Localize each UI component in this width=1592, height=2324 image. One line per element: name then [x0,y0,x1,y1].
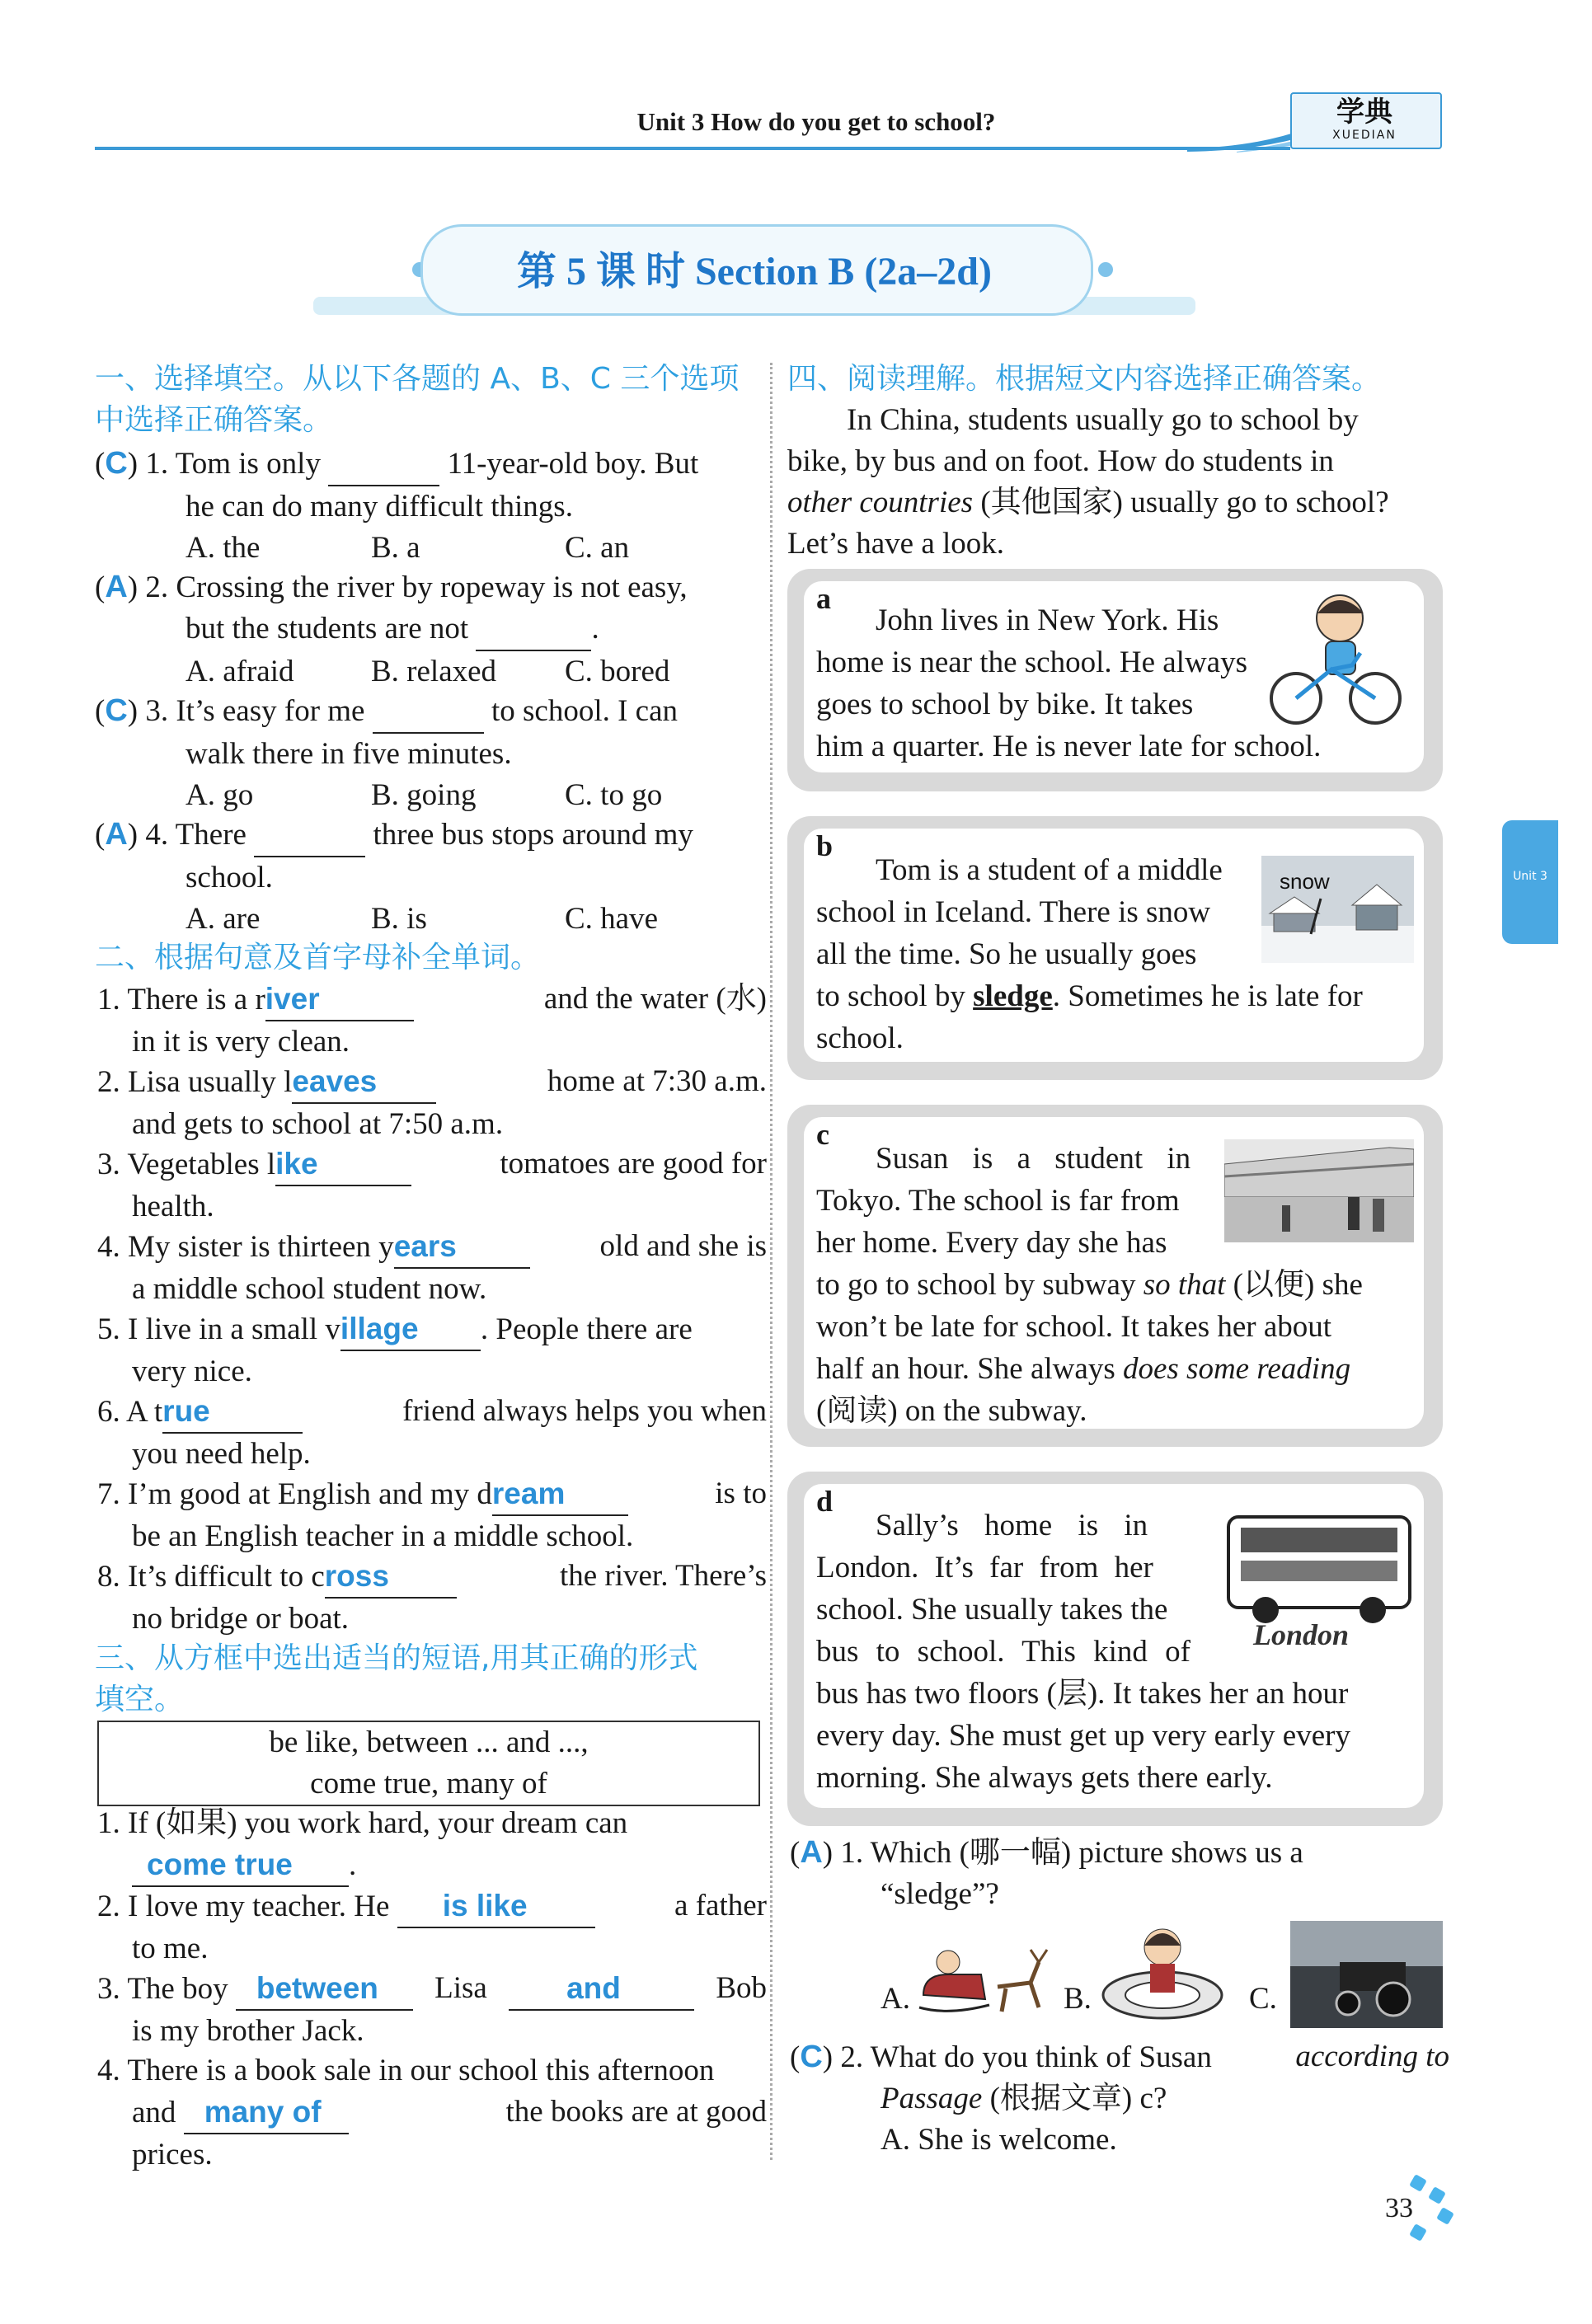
s4-q2-answer: C [800,2040,823,2074]
section1-heading: 一、选择填空。从以下各题的 A、B、C 三个选项 中选择正确答案。 [95,362,740,437]
boy-on-bike-illustration [1261,587,1406,731]
passage-d-label: d [816,1485,834,1518]
passage-a-text: John lives in New York. His home is near the school. He always goes to school by bike. It takes him a quarter. He is never late for school. [816,603,1322,763]
option-a-label: A. [881,1982,910,2016]
tractor-illustration [1290,1921,1443,2028]
s3-question-4: 4. There is a book sale in our school this afternoon and many of the books are at good prices. [97,2054,767,2171]
s2-item-7: 7. I’m good at English and my dream is to be an English teacher in a middle school. [97,1473,767,1557]
subway-train-illustration [1224,1139,1414,1242]
passage-c-label: c [816,1118,829,1151]
option-b-label: B. [1064,1982,1092,2016]
page-number-decoration [1436,2207,1454,2225]
page-number-decoration [1409,2174,1427,2192]
s1-q2-answer: A [105,570,128,604]
s1-q1-answer: C [105,446,128,481]
s2-item-4: 4. My sister is thirteen years old and she is a middle school student now. [97,1226,767,1310]
reading-intro: In China, students usually go to school by bike, by bus and on foot. How do students in other countries (其他国家) usually go to school? Let’s have a look. [787,403,1389,561]
s1-question-4: (A) 4. There three bus stops around my school. A. are B. is C. have [95,814,767,940]
phrase-box: be like, between ... and ..., come true, many of [97,1721,760,1806]
passage-b-label: b [816,829,834,862]
blank [373,691,484,734]
s2-item-1: 1. There is a river and the water (水) in it is very clean. [97,979,767,1063]
brand-logo-cn: 学典 [1336,96,1392,129]
girl-in-tube-illustration [1097,1921,1228,2024]
s1-q4-answer: A [105,817,128,852]
s1-question-3: (C) 3. It’s easy for me to school. I can walk there in five minutes. A. go B. going C. to go [95,690,767,816]
passage-b-text: Tom is a student of a middle school in Iceland. There is snow all the time. So he usually goes to school by sledge. Sometimes he is late for school. [816,853,1363,1055]
s2-item-3: 3. Vegetables like tomatoes are good for health. [97,1143,767,1228]
brand-logo-en: XUEDIAN [1332,129,1397,142]
blank [476,608,591,651]
s2-item-8: 8. It’s difficult to cross the river. There’s no bridge or boat. [97,1556,767,1640]
s1-question-1: (C) 1. Tom is only 11-year-old boy. But he can do many difficult things. A. the B. a C. an [95,443,767,569]
double-decker-bus-illustration [1224,1513,1414,1653]
s3-question-1: 1. If (如果) you work hard, your dream can come true . [97,1803,767,1887]
header-title: Unit 3 How do you get to school? [636,107,996,136]
column-divider [770,363,773,2160]
s2-item-5: 5. I live in a small village . People there are very nice. [97,1308,767,1392]
section2-heading: 二、根据句意及首字母补全单词。 [95,941,541,974]
page-number-decoration [1409,2223,1427,2242]
unit-side-tab-label: Unit 3 [1513,870,1547,883]
sleigh-reindeer-illustration [915,1929,1051,2024]
blank [328,444,439,486]
snow-label: snow [1280,869,1330,894]
s4-question-1: (A) 1. Which (哪一幅) picture shows us a “sledge”? [790,1835,1303,1911]
s4-question-2: (C) 2. What do you think of Susan according to Passage (根据文章) c? A. She is welcome. [790,2040,1449,2157]
passage-a-label: a [816,582,831,615]
s1-q3-answer: C [105,693,128,728]
passage-d-text: Sally’s home is in London. It’s far from her school. She usually takes the bus to school. This kind of bus has two floors (层). It takes her an hour every day. She must get up very early every morning. She always gets there early. [816,1509,1350,1795]
s1-question-2: (A) 2. Crossing the river by ropeway is not easy, but the students are not . A. afraid B. relaxed C. bored [95,570,688,688]
s2-item-2: 2. Lisa usually leaves home at 7:30 a.m. and gets to school at 7:50 a.m. [97,1061,767,1145]
section3-heading: 三、从方框中选出适当的短语,用其正确的形式 填空。 [95,1641,698,1716]
s4-q1-answer: A [800,1835,823,1870]
passage-c-text: Susan is a student in Tokyo. The school is far from her home. Every day she has to go to school by subway so that (以便) she won’t be late for school. It takes her about half an hour. She always does some reading (阅读) on the subway. [816,1142,1363,1428]
s3-question-2: 2. I love my teacher. He is like a father to me. [97,1885,767,1970]
section4-heading: 四、阅读理解。根据短文内容选择正确答案。 [787,362,1382,396]
banner-dot-right [1098,262,1113,277]
page-number: 33 [1385,2193,1413,2223]
lesson-title: 第 5 课 时 Section B (2a–2d) [516,250,992,293]
london-label: London [1253,1618,1350,1651]
s2-item-6: 6. A true friend always helps you when you need help. [97,1391,767,1475]
s3-question-3: 3. The boy between Lisa and Bob is my brother Jack. [97,1968,767,2052]
blank [254,815,365,857]
option-c-label: C. [1249,1982,1277,2016]
header-rule [95,147,1290,150]
page-number-decoration [1428,2186,1446,2204]
snow-village-illustration [1261,856,1414,963]
